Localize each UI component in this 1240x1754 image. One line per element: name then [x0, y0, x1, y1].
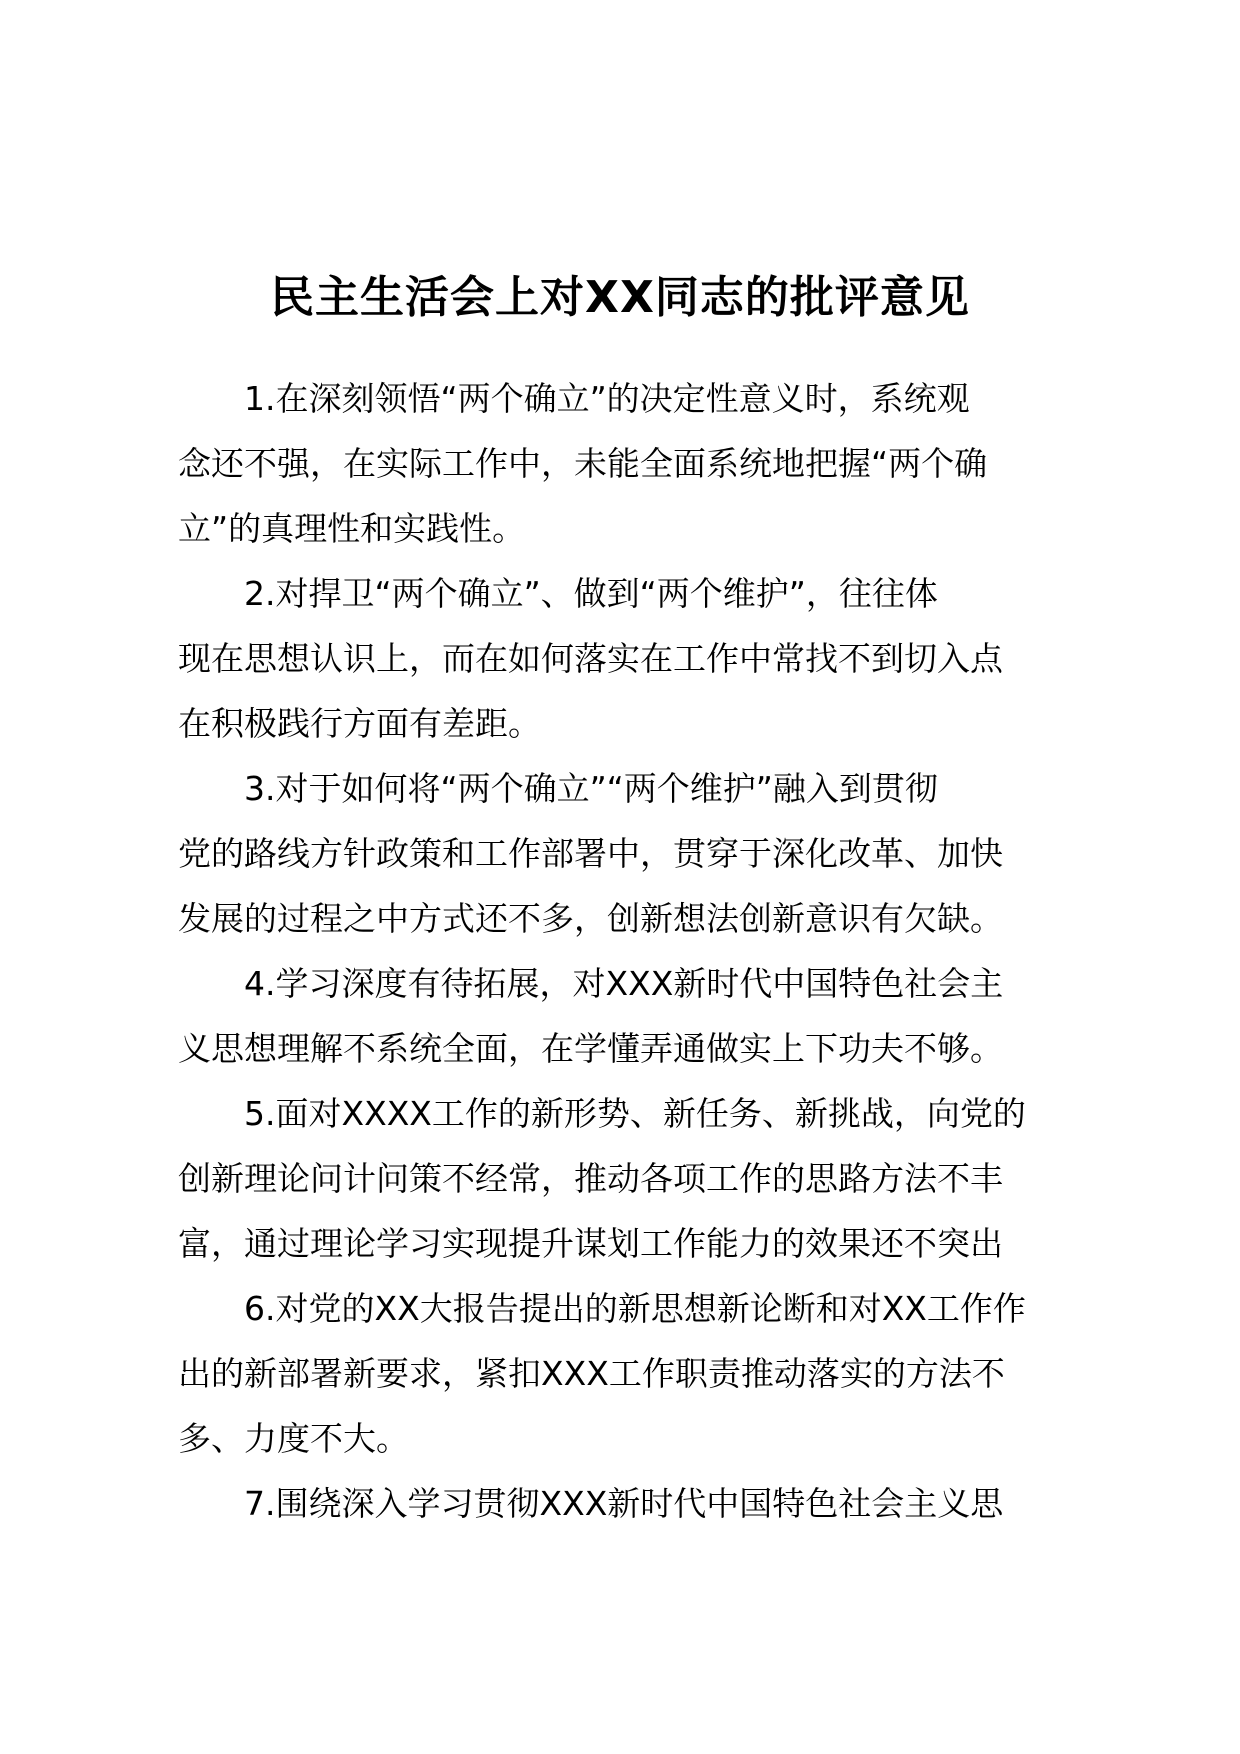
paragraph-2-line-3: 在积极践行方面有差距。 — [178, 704, 541, 743]
paragraph-1-line-2: 念还不强，在实际工作中，未能全面系统地把握“两个确 — [178, 444, 988, 483]
paragraph-1-line-1: 1.在深刻领悟“两个确立”的决定性意义时，系统观 — [244, 379, 970, 418]
paragraph-1-line-3: 立”的真理性和实践性。 — [178, 509, 526, 548]
paragraph-3-line-3: 发展的过程之中方式还不多，创新想法创新意识有欠缺。 — [178, 899, 1003, 938]
paragraph-6-line-1: 6.对党的XX大报告提出的新思想新论断和对XX工作作 — [244, 1289, 1026, 1328]
paragraph-5-line-3: 富，通过理论学习实现提升谋划工作能力的效果还不突出 — [178, 1224, 1003, 1263]
paragraph-5-line-1: 5.面对XXXX工作的新形势、新任务、新挑战，向党的 — [244, 1094, 1026, 1133]
document-title: 民主生活会上对XX同志的批评意见 — [270, 272, 970, 323]
paragraph-6-line-3: 多、力度不大。 — [178, 1419, 409, 1458]
paragraph-2-line-2: 现在思想认识上，而在如何落实在工作中常找不到切入点 — [178, 639, 1003, 678]
paragraph-4-line-2: 义思想理解不系统全面，在学懂弄通做实上下功夫不够。 — [178, 1029, 1003, 1068]
paragraph-7-line-1: 7.围绕深入学习贯彻XXX新时代中国特色社会主义思 — [244, 1484, 1004, 1523]
paragraph-3-line-2: 党的路线方针政策和工作部署中，贯穿于深化改革、加快 — [178, 834, 1003, 873]
paragraph-6-line-2: 出的新部署新要求，紧扣XXX工作职责推动落实的方法不 — [178, 1354, 1005, 1393]
paragraph-5-line-2: 创新理论问计问策不经常，推动各项工作的思路方法不丰 — [178, 1159, 1003, 1198]
paragraph-4-line-1: 4.学习深度有待拓展，对XXX新时代中国特色社会主 — [244, 964, 1004, 1003]
paragraph-2-line-1: 2.对捍卫“两个确立”、做到“两个维护”，往往体 — [244, 574, 938, 613]
paragraph-3-line-1: 3.对于如何将“两个确立”“两个维护”融入到贯彻 — [244, 769, 938, 808]
